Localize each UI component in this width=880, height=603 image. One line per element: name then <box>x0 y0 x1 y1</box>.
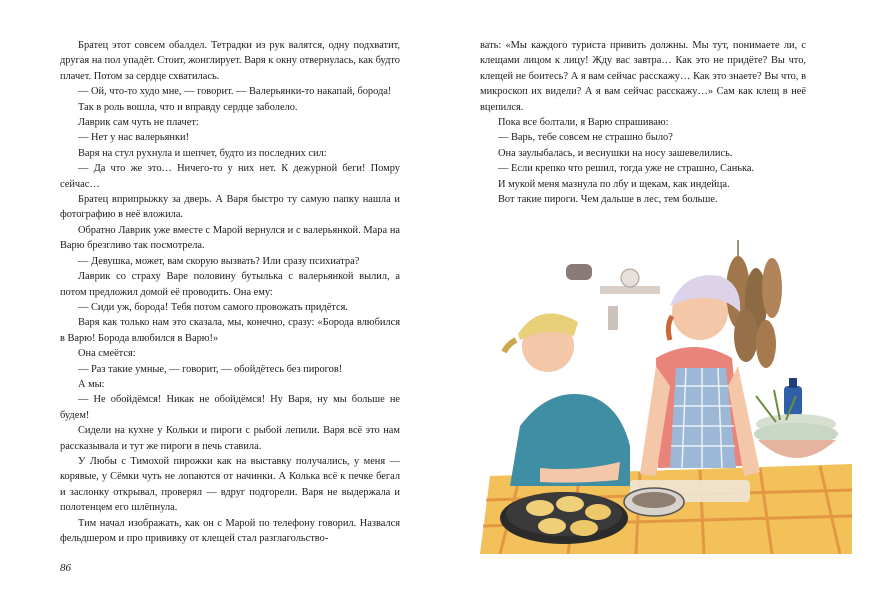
right-page <box>440 0 880 603</box>
paragraph: — Не обойдёмся! Никак не обойдёмся! Ну Варя, ну мы больше не будем! <box>60 394 400 421</box>
paragraph: — Ой, что-то худо мне, — говорит. — Валерьянки-то накапай, борода! <box>78 86 392 98</box>
left-text-column <box>60 38 400 546</box>
paragraph: Она смеётся: <box>78 348 136 360</box>
kitchen-illustration <box>480 236 852 554</box>
paragraph: — Нет у нас валерьянки! <box>78 132 190 144</box>
paragraph: Вот такие пироги. Чем дальше в лес, тем больше. <box>498 194 718 206</box>
paragraph: — Девушка, может, вам скорую вызвать? Или сразу психиатра? <box>78 255 360 267</box>
right-text-column <box>480 38 806 207</box>
paragraph: У Любы с Тимохой пирожки как на выставку получались, у меня — корявые, у Сёмки чуть не лопаются от начинки. А Колька всё к печке бегал и заслонку открывал, проверял — вдруг подгорели. Варя не выдержала и полотенцем его шлёпнула. <box>60 455 400 514</box>
paragraph: Тим начал изображать, как он с Марой по телефону говорил. Назвался фельдшером и про прививку от клещей стал разглагольство- <box>60 517 400 544</box>
pie-tray <box>500 492 628 544</box>
paragraph: Она заулыбалась, и веснушки на носу зашевелились. <box>498 147 733 159</box>
paragraph: Братец этот совсем обалдел. Тетрадки из рук валятся, одну подхватит, другая на пол упадёт. Стоит, жонглирует. Варя к окну отвернулась, как будто плачет. Потом за сердце схватилась. <box>60 40 400 82</box>
paragraph: Лаврик со страху Варе половину бутылька с валерьянкой вылил, а потом предложил домой её проводить. Она ему: <box>60 271 400 298</box>
filling-bowl <box>624 488 684 516</box>
paragraph: Братец вприпрыжку за дверь. А Варя быстро ту самую папку нашла и фотографию в неё вложила. <box>60 194 400 221</box>
dish-stack <box>754 378 838 458</box>
paragraph: — Варь, тебе совсем не страшно было? <box>498 132 673 144</box>
paragraph: Варя как только нам это сказала, мы, конечно, сразу: «Борода влюбился в Варю! Борода влюбился в Варю!» <box>60 317 400 344</box>
paragraph: — Сиди уж, борода! Тебя потом самого провожать придётся. <box>78 301 348 313</box>
paragraph: — Раз такие умные, — говорит, — обойдётесь без пирогов! <box>78 363 343 375</box>
paragraph: Так в роль вошла, что и вправду сердце заболело. <box>78 101 298 113</box>
paragraph: Пока все болтали, я Варю спрашиваю: <box>498 117 669 129</box>
paragraph: И мукой меня мазнула по лбу и щекам, как индейца. <box>498 178 730 190</box>
paragraph: Лаврик сам чуть не плачет: <box>78 117 199 129</box>
paragraph: А мы: <box>78 378 105 390</box>
paragraph: — Если крепко что решил, тогда уже не страшно, Санька. <box>498 163 755 175</box>
paragraph-continuation: вать: «Мы каждого туриста привить должны. Мы тут, понимаете ли, с клещами лицом к лицу! Жду вас завтра… Как это не придёте? Вы что, клещей не боитесь? А я вам сейчас расскажу… Как это знаете? Вы что, в микроскоп их видели? А я вам сейчас расскажу…» Сам как клещ в неё вцепился. <box>480 40 806 113</box>
shelf-items <box>566 264 660 330</box>
boy-figure <box>504 313 630 486</box>
paragraph: Сидели на кухне у Кольки и пироги с рыбой лепили. Варя всё это нам рассказывала и тут же пироги в печь ставила. <box>60 425 400 452</box>
page-number: 86 <box>60 562 71 574</box>
paragraph: Обратно Лаврик уже вместе с Марой вернулся и с валерьянкой. Мара на Варю брезгливо так посмотрела. <box>60 224 400 252</box>
paragraph: — Да что же это… Ничего-то у них нет. К дежурной беги! Помру сейчас… <box>60 163 400 190</box>
paragraph: Варя на стул рухнула и шепчет, будто из последних сил: <box>78 147 327 159</box>
